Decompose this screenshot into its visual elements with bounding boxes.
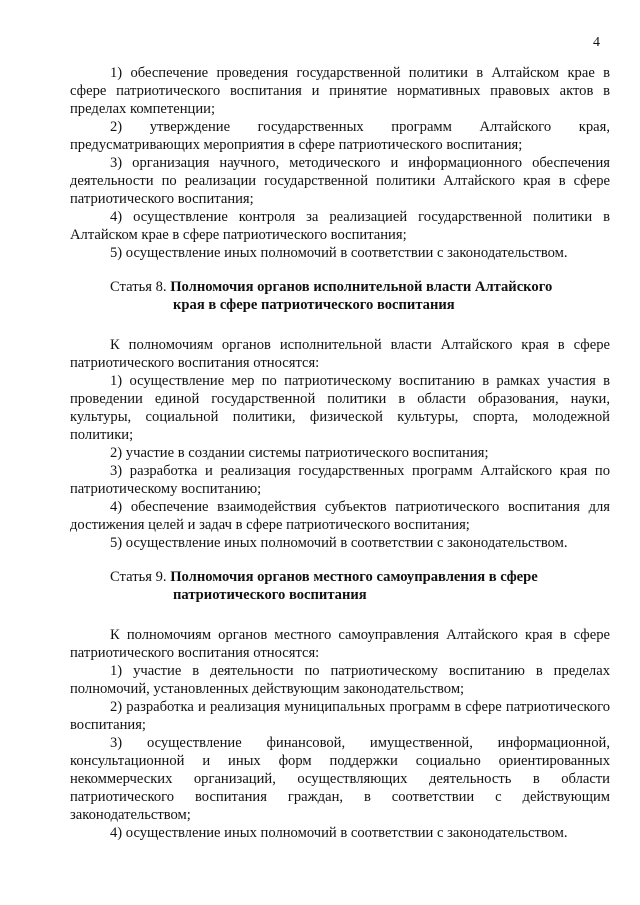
paragraph: 4) обеспечение взаимодействия субъектов патриотического воспитания для достижения целей и задач в сфере патриотического воспитания; bbox=[70, 499, 610, 533]
article-intro: К полномочиям органов исполнительной власти Алтайского края в сфере патриотического воспитания относятся: bbox=[70, 337, 610, 371]
paragraph: 4) осуществление контроля за реализацией государственной политики в Алтайском крае в сфере патриотического воспитания; bbox=[70, 209, 610, 243]
paragraph: 3) организация научного, методического и информационного обеспечения деятельности по реализации государственной политики Алтайского края в сфере патриотического воспитания; bbox=[70, 155, 610, 207]
article-9-heading bbox=[70, 568, 610, 604]
article-title: Полномочия органов исполнительной власти Алтайского bbox=[170, 279, 553, 295]
paragraph: 5) осуществление иных полномочий в соответствии с законодательством. bbox=[110, 245, 568, 261]
paragraph: 2) разработка и реализация муниципальных программ в сфере патриотического воспитания; bbox=[70, 699, 610, 733]
document-body bbox=[70, 64, 610, 842]
paragraph: 5) осуществление иных полномочий в соответствии с законодательством. bbox=[110, 535, 568, 551]
article-8-heading bbox=[70, 278, 610, 314]
page-number: 4 bbox=[593, 35, 600, 50]
article-title: Полномочия органов местного самоуправления в сфере bbox=[170, 569, 538, 585]
paragraph: 3) осуществление финансовой, имущественной, информационной, консультационной и иных форм поддержки социально ориентированных некоммерческих организаций, осуществляющих деятельность в области патриотического воспитания граждан, в соответствии с действующим законодательством; bbox=[70, 735, 610, 823]
paragraph: 1) участие в деятельности по патриотическому воспитанию в пределах полномочий, установленных действующим законодательством; bbox=[70, 663, 610, 697]
paragraph: 4) осуществление иных полномочий в соответствии с законодательством. bbox=[110, 825, 568, 841]
article-number: Статья 8. bbox=[110, 279, 167, 295]
paragraph: 2) утверждение государственных программ Алтайского края, предусматривающих мероприятия в сфере патриотического воспитания; bbox=[70, 119, 610, 153]
paragraph: 3) разработка и реализация государственных программ Алтайского края по патриотическому воспитанию; bbox=[70, 463, 610, 497]
paragraph: 1) обеспечение проведения государственной политики в Алтайском крае в сфере патриотического воспитания и принятие нормативных правовых актов в пределах компетенции; bbox=[70, 65, 610, 117]
article-number: Статья 9. bbox=[110, 569, 167, 585]
article-title-continued: патриотического воспитания bbox=[173, 587, 367, 603]
paragraph: 2) участие в создании системы патриотического воспитания; bbox=[110, 445, 489, 461]
article-intro: К полномочиям органов местного самоуправления Алтайского края в сфере патриотического воспитания относятся: bbox=[70, 627, 610, 661]
paragraph: 1) осуществление мер по патриотическому воспитанию в рамках участия в проведении единой государственной политики в области образования, науки, культуры, социальной политики, физической культуры, спорта, молодежной политики; bbox=[70, 373, 610, 443]
article-title-continued: края в сфере патриотического воспитания bbox=[173, 297, 455, 313]
